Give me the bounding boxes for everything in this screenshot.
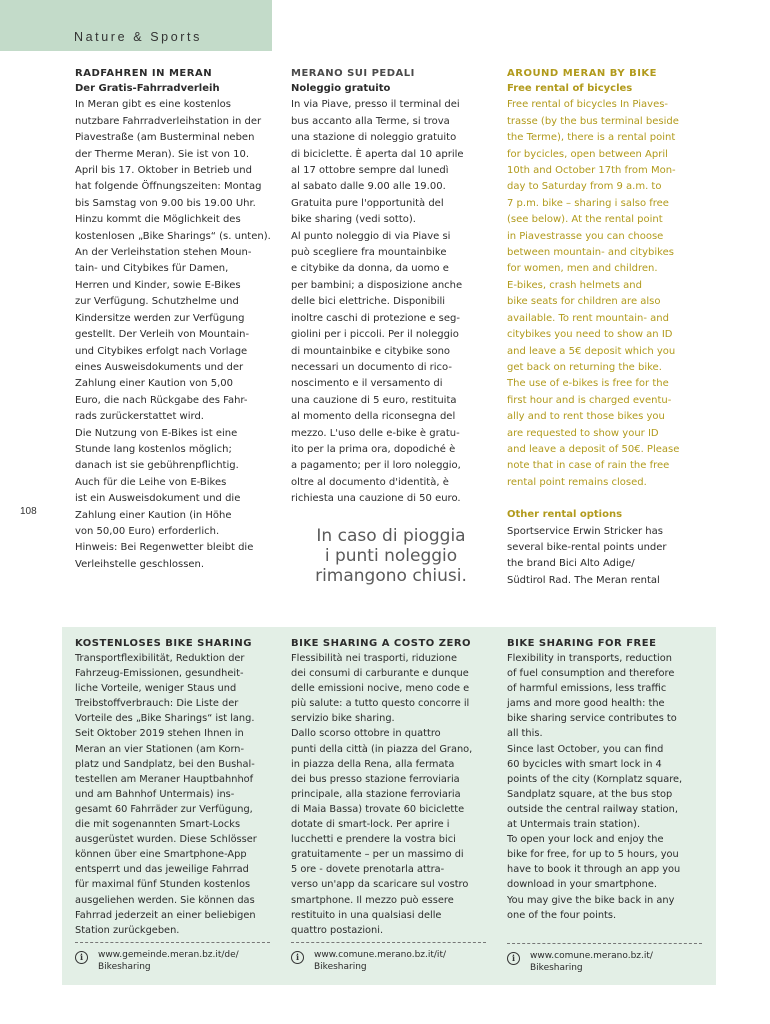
- other-rental-title: Other rental options: [507, 509, 623, 521]
- info-icon: i: [291, 951, 304, 964]
- article-en: [507, 66, 707, 589]
- article-en-body: Free rental of bicycles In Piaves- trasse (by the bus terminal beside the Terme), there is a rental point for bycicles, open between April 10th and October 17th from Mon- day to Saturday from 9 a.m. to 7 p.m. bike – sharing i salso free (see below). At the rental point in Piavestrasse you can choose between mountain- and citybikes for women, men and children. E-bikes, crash helmets and bike seats for children are also available. To rent mountain- and citybikes you need to show an ID and leave a 5€ deposit which you get back on returning the bike. The use of e-bikes is free for the first hour and is charged eventu- ally and to rent those bikes you are requested to show your ID and leave a deposit of 50€. Please note that in case of rain the free rental point remains closed.: [507, 99, 680, 488]
- pull-quote: In caso di pioggia i punti noleggio rimangono chiusi.: [315, 526, 467, 586]
- sharing-it: [291, 636, 491, 973]
- article-de: [75, 66, 275, 573]
- divider: [291, 942, 486, 943]
- sharing-de: [75, 636, 275, 973]
- section-label: Nature & Sports: [74, 30, 202, 44]
- sharing-de-body: Transportflexibilität, Reduktion der Fahrzeug-Emissionen, gesundheit- liche Vorteile, weniger Staus und Treibstoffverbrauch: Die Liste der Vorteile des „Bike Sharings“ ist lang. Seit Oktober 2019 stehen Ihnen in Meran an vier Stationen (am Korn- platz und Sandplatz, bei den Bushal- testellen am Meraner Hauptbahnhof und am Bahnhof Untermais) ins- gesamt 60 Fahrräder zur Verfügung, die mit sogenannten Smart-Locks ausgerüstet wurden. Diese Schlösser können über eine Smartphone-App entsperrt und das jeweilige Fahrrad für maximal fünf Stunden kostenlos ausgeliehen werden. Sie können das Fahrrad jederzeit an einer beliebigen Station zurückgeben.: [75, 653, 257, 936]
- article-de-title: RADFAHREN IN MERAN: [75, 68, 213, 79]
- sharing-en: [507, 636, 707, 974]
- sharing-en-link[interactable]: [507, 950, 707, 974]
- article-de-body: In Meran gibt es eine kostenlos nutzbare Fahrradverleihstation in der Piavestraße (am Busterminal neben der Therme Meran). Sie ist von 10. April bis 17. Oktober in Betrieb und hat folgende Öffnungszeiten: Montag bis Samstag von 9.00 bis 19.00 Uhr. Hinzu kommt die Möglichkeit des kostenlosen „Bike Sharings“ (s. unten). An der Verleihstation stehen Moun- tain- und Citybikes für Damen, Herren und Kinder, sowie E-Bikes zur Verfügung. Schutzhelme und Kindersitze werden zur Verfügung gestellt. Der Verleih von Mountain- und Citybikes erfolgt nach Vorlage eines Ausweisdokuments und der Zahlung einer Kaution von 5,00 Euro, die nach Rückgabe des Fahr- rads zurückerstattet wird. Die Nutzung von E-Bikes ist eine Stunde lang kostenlos möglich; danach ist sie gebührenpflichtig. Auch für die Leihe von E-Bikes ist ein Ausweisdokument und die Zahlung einer Kaution (in Höhe von 50,00 Euro) erforderlich. Hinweis: Bei Regenwetter bleibt die Verleihstelle geschlossen.: [75, 99, 271, 570]
- sharing-de-url[interactable]: www.gemeinde.meran.bz.it/de/ Bikesharing: [98, 949, 239, 972]
- section-tab: [0, 0, 272, 51]
- divider: [75, 942, 270, 943]
- other-rental-body: [507, 524, 707, 590]
- page-number: 108: [20, 506, 37, 517]
- article-de-subtitle: Der Gratis-Fahrradverleih: [75, 83, 220, 94]
- info-icon: i: [507, 952, 520, 965]
- sharing-it-body: Flessibilità nei trasporti, riduzione dei consumi di carburante e dunque delle emissioni nocive, meno code e più salute: a tutto questo concorre il servizio bike sharing. Dallo scorso ottobre in quattro punti della città (in piazza del Grano, in piazza della Rena, alla fermata dei bus presso stazione ferroviaria principale, alla stazione ferroviaria di Maia Bassa) trovate 60 biciclette dotate di smart-lock. Per aprire i lucchetti e prendere la vostra bici gratuitamente – per un massimo di 5 ore - dovete prenotarla attra- verso un'app da scaricare sul vostro smartphone. Il mezzo può essere restituito in una qualsiasi delle quattro postazioni.: [291, 653, 473, 936]
- divider: [507, 943, 702, 944]
- article-it-subtitle: Noleggio gratuito: [291, 83, 391, 94]
- info-icon: i: [75, 951, 88, 964]
- sharing-it-title: BIKE SHARING A COSTO ZERO: [291, 638, 472, 649]
- sharing-it-link[interactable]: [291, 949, 491, 973]
- article-en-title: AROUND MERAN BY BIKE: [507, 68, 658, 79]
- other-rental-text: Sportservice Erwin Stricker has several bike-rental points under the brand Bici Alto Adige/ Südtirol Rad. The Meran rental: [507, 525, 667, 586]
- sharing-it-url[interactable]: www.comune.merano.bz.it/it/ Bikesharing: [314, 949, 446, 972]
- sharing-en-body: Flexibility in transports, reduction of fuel consumption and therefore of harmful emissions, less traffic jams and more good health: the bike sharing service contributes to all this. Since last October, you can find 60 bycicles with smart lock in 4 points of the city (Kornplatz square, Sandplatz square, at the bus stop outside the central railway station, at Untermais train station). To open your lock and enjoy the bike for free, for up to 5 hours, you have to book it through an app you download in your smartphone. You may give the bike back in any one of the four points.: [507, 653, 683, 921]
- article-it: [291, 66, 491, 508]
- sharing-en-url[interactable]: www.comune.merano.bz.it/ Bikesharing: [530, 950, 653, 973]
- sharing-en-title: BIKE SHARING FOR FREE: [507, 638, 657, 649]
- article-en-subtitle: Free rental of bicycles: [507, 83, 633, 94]
- article-it-title: MERANO SUI PEDALI: [291, 68, 415, 79]
- article-it-body: In via Piave, presso il terminal dei bus accanto alla Terme, si trova una stazione di noleggio gratuito di biciclette. È aperta dal 10 aprile al 17 ottobre sempre dal lunedì al sabato dalle 9.00 alle 19.00. Gratuita pure l'opportunità del bike sharing (vedi sotto). Al punto noleggio di via Piave si può scegliere fra mountainbike e citybike da donna, da uomo e per bambini; a disposizione anche delle bici elettriche. Disponibili inoltre caschi di protezione e seg- giolini per i piccoli. Per il noleggio di mountainbike e citybike sono necessari un documento di rico- noscimento e il versamento di una cauzione di 5 euro, restituita al momento della riconsegna del mezzo. L'uso delle e-bike è gratu- ito per la prima ora, dopodiché è a pagamento; per il loro noleggio, oltre al documento d'identità, è richiesta una cauzione di 50 euro.: [291, 99, 464, 505]
- sharing-de-title: KOSTENLOSES BIKE SHARING: [75, 638, 252, 649]
- sharing-de-link[interactable]: [75, 949, 275, 973]
